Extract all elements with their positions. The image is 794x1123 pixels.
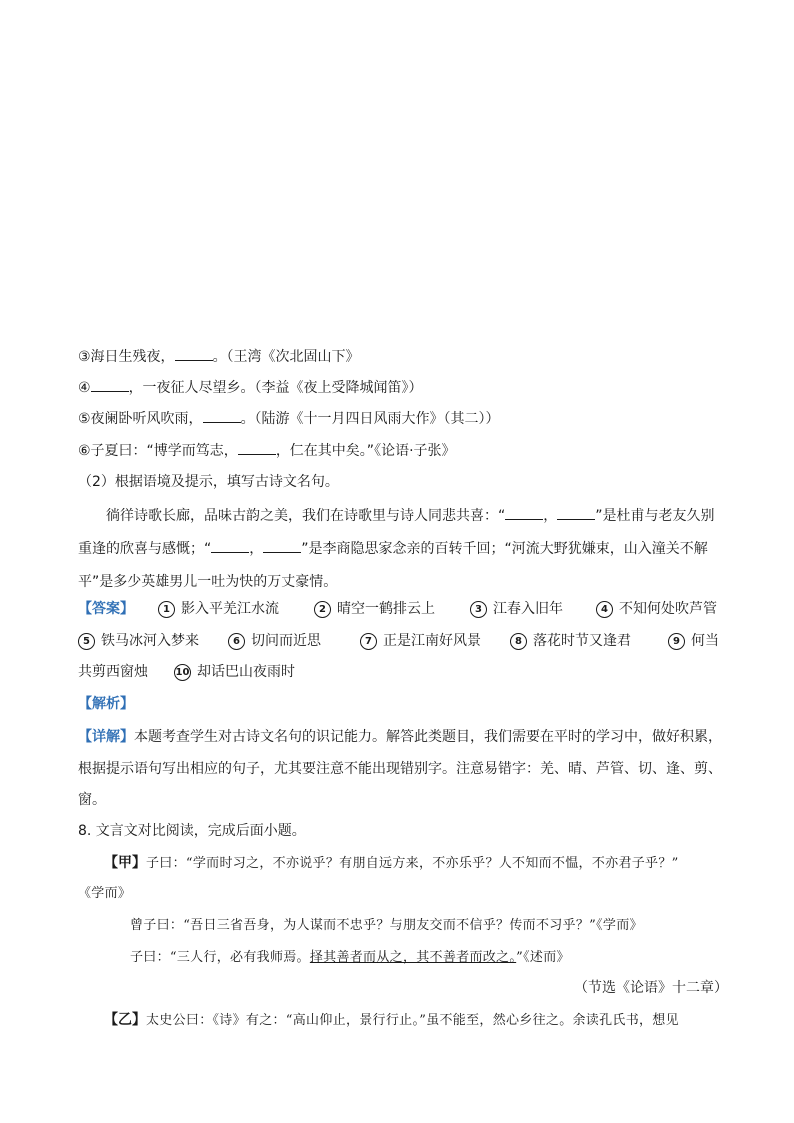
passage-line-1 [106, 506, 715, 526]
answer-text: 晴空一鹤排云上 [337, 601, 435, 617]
answer-text: 不知何处吹芦管 [619, 601, 717, 617]
classical-text: ”《述而》 [516, 950, 570, 965]
passage-line-2 [78, 539, 708, 559]
classical-text: 曾子曰：“吾日三省吾身，为人谋而不忠乎？与朋友交而不信乎？传而不习乎？”《学而》 [130, 918, 643, 933]
answer-item [360, 631, 481, 651]
jia-line-3 [130, 947, 570, 968]
answer-item [314, 599, 435, 619]
classical-text: 子曰：“三人行，必有我师焉。 [130, 950, 310, 965]
answer-item [78, 631, 199, 651]
detail-line-3: 窗。 [78, 792, 106, 808]
answer-blank[interactable] [263, 539, 301, 553]
answer-row-1 [78, 599, 718, 623]
jia-line-1 [104, 853, 679, 874]
answer-item [510, 631, 631, 651]
poem-text: ，仁在其中矣。”《论语·子张》 [275, 443, 456, 459]
detail-text: 本题考查学生对古诗文名句的识记能力。解答此类题目，我们需要在平时的学习中，做好积累， [134, 729, 722, 745]
poem-text: ④ [78, 380, 91, 396]
number-badge: 8 [510, 633, 527, 650]
answer-text: 落花时节又逢君 [533, 633, 631, 649]
number-badge: 5 [78, 633, 95, 650]
answer-blank[interactable] [238, 441, 276, 455]
answer-text: 却话巴山夜雨时 [197, 664, 295, 680]
classical-text: 子曰：“学而时习之，不亦说乎？有朋自远方来，不亦乐乎？人不知而不愠，不亦君子乎？” [146, 856, 679, 871]
poem-text: ③海日生残夜， [78, 349, 175, 365]
answer-blank[interactable] [203, 409, 241, 423]
passage-text: ”是杜甫与老友久别 [595, 508, 715, 524]
answer-text: 正是江南好风景 [383, 633, 481, 649]
answer-row-3 [78, 662, 718, 686]
underlined-sentence: 择其善者而从之，其不善者而改之。 [309, 950, 517, 965]
answer-text: 切问而近思 [251, 633, 321, 649]
poem-text: ，一夜征人尽望乡。（李益《夜上受降城闻笛》） [128, 380, 423, 396]
detail-line-2: 根据提示语句写出相应的句子，尤其要注意不能出现错别字。注意易错字：羌、晴、芦管、切、逢、剪、 [78, 761, 722, 777]
answer-text: 影入平羌江水流 [181, 601, 279, 617]
answer-blank[interactable] [91, 378, 129, 392]
poem-line-5 [78, 409, 500, 429]
answer-blank[interactable] [175, 347, 213, 361]
answer-blank[interactable] [211, 539, 249, 553]
poem-text: ⑤夜阑卧听风吹雨， [78, 411, 203, 427]
number-badge: 7 [360, 633, 377, 650]
passage-text: ， [249, 541, 264, 557]
answer-item [668, 631, 719, 651]
detail-label: 【详解】 [78, 729, 134, 745]
poem-line-4 [78, 378, 423, 398]
passage-text: ， [543, 508, 558, 524]
passage-line-3: 平”是多少英雄男儿一吐为快的万丈豪情。 [78, 574, 338, 590]
answer-item [596, 599, 717, 619]
yi-line-1 [104, 1010, 679, 1031]
answer-label: 【答案】 [78, 601, 134, 617]
number-badge: 9 [668, 633, 685, 650]
answer-item [470, 599, 563, 619]
detail-line-1 [78, 727, 722, 747]
poem-line-6 [78, 441, 456, 461]
poem-text: 。（陆游《十一月四日风雨大作》（其二）） [240, 411, 500, 427]
number-badge: 1 [158, 601, 175, 618]
poem-line-3 [78, 347, 360, 367]
poem-text: 。（王湾《次北固山下》 [212, 349, 360, 365]
passage-text: ”是李商隐思家念亲的百转千回；“河流大野犹嫌束，山入潼关不解 [301, 541, 708, 557]
answer-blank[interactable] [557, 506, 595, 520]
poem-text: ⑥子夏曰：“博学而笃志， [78, 443, 238, 459]
answer-item [174, 662, 295, 682]
jia-source: （节选《论语》十二章） [574, 980, 728, 996]
number-badge: 6 [228, 633, 245, 650]
question-8-title: 8. 文言文对比阅读，完成后面小题。 [78, 823, 306, 839]
answer-text: 何当 [691, 633, 719, 649]
answer-text: 共剪西窗烛 [78, 664, 148, 680]
answer-text: 江春入旧年 [493, 601, 563, 617]
number-badge: 3 [470, 601, 487, 618]
jia-label: 【甲】 [104, 855, 146, 871]
answer-blank[interactable] [505, 506, 543, 520]
jia-line-2 [130, 915, 643, 936]
passage-text: 重逢的欣喜与感慨；“ [78, 541, 212, 557]
yi-label: 【乙】 [104, 1012, 146, 1028]
classical-text: 太史公曰：《诗》有之：“高山仰止，景行行止。”虽不能至，然心乡往之。余读孔氏书，想见 [146, 1013, 679, 1028]
number-badge: 4 [596, 601, 613, 618]
answer-row-2 [78, 631, 718, 655]
analysis-label: 【解析】 [78, 696, 134, 712]
question-2-title: （2）根据语境及提示，填写古诗文名句。 [78, 474, 339, 490]
answer-item [158, 599, 279, 619]
number-badge: 2 [314, 601, 331, 618]
answer-text: 铁马冰河入梦来 [101, 633, 199, 649]
number-badge: 10 [174, 664, 191, 681]
jia-line-1b: 《学而》 [78, 886, 132, 901]
answer-item [228, 631, 321, 651]
passage-text: 徜徉诗歌长廊，品味古韵之美，我们在诗歌里与诗人同悲共喜：“ [106, 508, 506, 524]
